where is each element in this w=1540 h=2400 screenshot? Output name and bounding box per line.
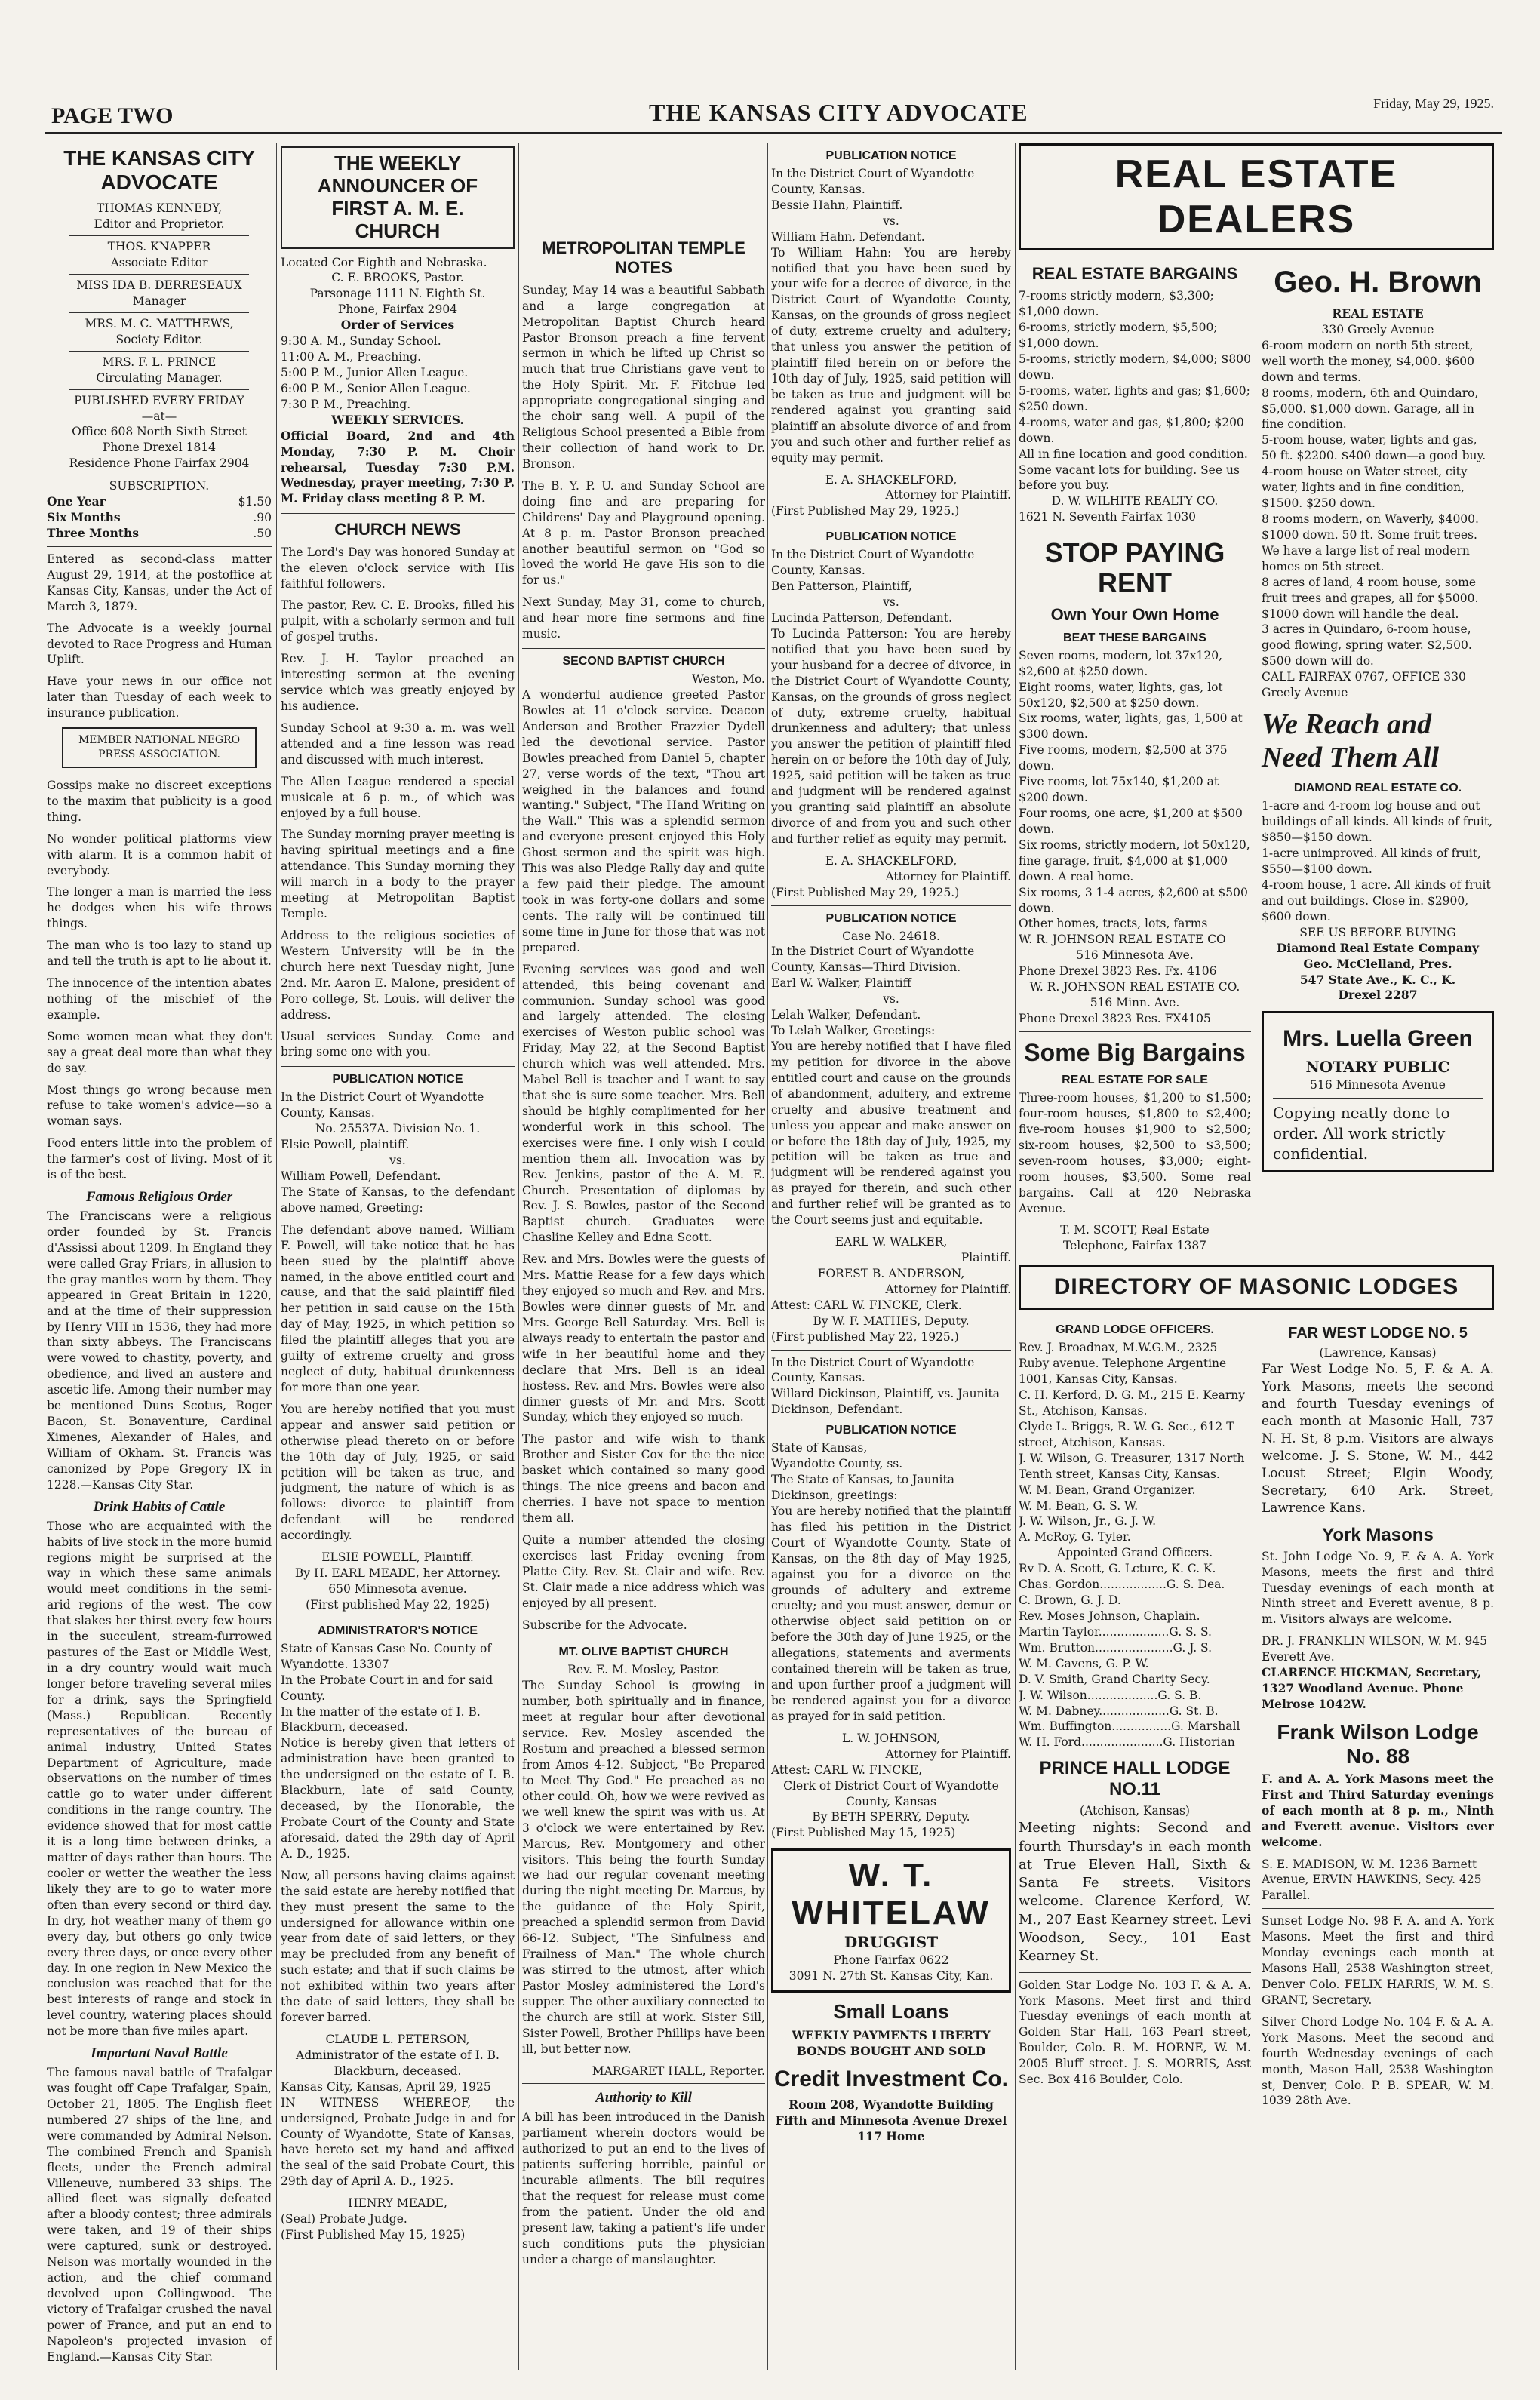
quip: The innocence of the intention abates nothing of the mischief of the example.	[47, 976, 272, 1022]
notice-title: PUBLICATION NOTICE	[332, 1073, 463, 1086]
column-rule	[518, 143, 519, 2370]
notice-line: William Hahn, Defendant.	[771, 229, 925, 244]
column-rule	[276, 143, 277, 2370]
ad-line: 5-room house, water, lights and gas, 50 ft. $2200. $400 down—a good buy.	[1262, 433, 1486, 463]
column-4	[771, 143, 1011, 2370]
lodge-title: PRINCE HALL LODGE NO.11	[1039, 1758, 1231, 1800]
notice-line: Wyandotte County, ss.	[771, 1457, 903, 1471]
notice-line: (First Published May 29, 1925.)	[771, 885, 960, 899]
lodge-left	[1019, 1317, 1251, 2115]
notice-line: By H. EARL MEADE, her Attorney.	[294, 1566, 501, 1581]
entered-notice: Entered as second-class matter August 29, 1914, at the postoffice at Kansas City, Kansas, under the Act of March 3, 1879.	[47, 552, 272, 613]
church-location: Located Cor Eighth and Nebraska.	[281, 255, 487, 269]
ad-subtitle: Own Your Own Home	[1050, 605, 1219, 625]
lodge-line: J. W. Wilson, G. Treasurer, 1317 North Tenth street, Kansas City, Kansas.	[1019, 1451, 1245, 1481]
news-item: Sunday School at 9:30 a. m. was well attended and a fine lesson was read and discussed with much interest.	[281, 721, 515, 767]
member-badge: MEMBER NATIONAL NEGRO PRESS ASSOCIATION.	[62, 727, 257, 768]
article-title: Important Naval Battle	[91, 2045, 228, 2062]
notice-line: vs.	[389, 1154, 406, 1168]
real-estate-grid	[1019, 258, 1494, 1254]
ad-title: Small Loans	[833, 2000, 949, 2024]
notice-line: Attest: CARL W. FINCKE,	[771, 1762, 923, 1777]
lodge-line: C. Brown, G. J. D.	[1019, 1593, 1121, 1608]
ad-line: SEE US BEFORE BUYING	[1299, 925, 1456, 939]
notice-line: CLAUDE L. PETERSON,	[325, 2032, 470, 2046]
lodge-line: Rv D. A. Scott, G. Lcture, K. C. K.	[1019, 1562, 1216, 1576]
notice-line: Attorney for Plaintiff.	[885, 1747, 1011, 1761]
article-body: A bill has been introduced in the Danish parliament wherein doctors would be authorized to put an end to the lives of patients suffering horrible, painful or incurable ailments. The bill requires that the request for release must come from the patient. Under the old and present law, taking a patient's life under such conditions puts the physician under a charge of manslaughter.	[522, 2110, 765, 2266]
article-title: MT. OLIVE BAPTIST CHURCH	[558, 1646, 729, 1659]
article-body: Next Sunday, May 31, come to church, and hear more fine sermons and fine music.	[522, 595, 765, 641]
notice-line: ELSIE POWELL, Plaintiff.	[321, 1550, 474, 1565]
ad-line: W. R. JOHNSON REAL ESTATE CO	[1019, 933, 1226, 947]
lodge-body: Far West Lodge No. 5, F. & A. A. York Masons, meets the second and fourth Tuesday evenings of each month at Masonic Hall, 737 N. H. St, 8 p.m. Visitors are always welcome. J. S. Stone, W. M., 442 Locust Street; Elgin Woody, Secretary, 640 Ark. Street, Lawrence Kans.	[1262, 1362, 1494, 1516]
staff-name: MISS IDA B. DERRESEAUX	[76, 278, 242, 293]
ad-company: D. W. WILHITE REALTY CO.	[1051, 494, 1219, 509]
notice-line: You are hereby notified that you must appear and answer said petition or otherwise plead thereto on or before the 10th day of July, 1925, or said petition will be taken as true, and judgment, the nature of which is as follows: divorce to plaintiff from defendant will be rendered accordingly.	[281, 1402, 515, 1543]
ad-slogan: We Reach and Need Them All	[1262, 708, 1439, 773]
staff-name: THOS. KNAPPER	[107, 240, 211, 254]
notice-title: PUBLICATION NOTICE	[825, 911, 957, 925]
quip: Gossips make no discreet exceptions to the maxim that publicity is a good thing.	[47, 778, 272, 824]
notice-line: You are hereby notified that the plaintiff has filed his petition in the District Court of Wyandotte County, State of Kansas, on the 8th day of May 1925, against you for a divorce on the grounds of adultery and extreme cruelty; and you must answer, demur or otherwise object said petition on or before the 30th day of June 1925, or the allegations, statements and averments contained therein will be taken as true, and upon further proof a judgment will be rendered against you for a divorce as prayed for in said petition.	[771, 1504, 1011, 1723]
staff-list	[47, 201, 272, 494]
ad-line: Phone Drexel 3823 Res. FX4105	[1019, 1012, 1211, 1025]
ad-body: WEEKLY PAYMENTS LIBERTY BONDS BOUGHT AND SOLD	[792, 2028, 991, 2059]
ad-line: 6-rooms, strictly modern, $5,500; $1,000 down.	[1019, 321, 1218, 351]
ad-body: Copying neatly done to order. All work strictly confidential.	[1273, 1104, 1450, 1163]
quip: Food enters little into the problem of the farmer's cost of living. Most of it is of the best.	[47, 1136, 272, 1182]
column-5	[1019, 143, 1494, 2370]
article-title: SECOND BAPTIST CHURCH	[562, 655, 725, 668]
ad-company: T. M. SCOTT, Real Estate	[1060, 1223, 1210, 1237]
ad-line: 5-rooms, water, lights and gas; $1,600; $250 down.	[1019, 383, 1250, 413]
article-body: Rev. and Mrs. Bowles were the guests of Mrs. Mattie Rease for a few days which they enjoyed so much and Rev. and Mrs. Bowles were dinner guests of Mr. and Mrs. George Bell Saturday. Mrs. Bell is always ready to entertain the pastor and wife in her beautiful home and they declare that Mrs. Bell is an ideal hostess. Rev. and Mrs. Bowles were also dinner guests of Mr. and Mrs. Scott Sunday, which they enjoyed so much.	[522, 1252, 765, 1424]
notice-line: In the District Court of Wyandotte County, Kansas.	[771, 548, 975, 578]
article-title: Drink Habits of Cattle	[93, 1498, 226, 1515]
notice-line: Bessie Hahn, Plaintiff.	[771, 198, 903, 212]
notice-line: By W. F. MATHES, Deputy.	[813, 1314, 970, 1328]
lodge-grid	[1019, 1317, 1494, 2115]
notice-line: Attorney for Plaintiff.	[885, 1282, 1011, 1296]
notice-line: L. W. JOHNSON,	[841, 1731, 941, 1745]
ad-role: DRUGGIST	[844, 1933, 939, 1952]
subscription-title: SUBSCRIPTION.	[109, 479, 210, 493]
lodge-body: Sunset Lodge No. 98 F. A. and A. York Masons. Meet the first and third Monday evenings each month at Masons Hall, 2538 Washington street, Denver Colo. FELIX HARRIS, W. M. S. GRANT, Secretary.	[1262, 1914, 1494, 2007]
lodge-body: F. and A. A. York Masons meet the First and Third Saturday evenings of each month at 8 p. m., Ninth and Everett avenue. Visitors ever welcome.	[1262, 1771, 1494, 1849]
notice-line: Plaintiff.	[961, 1251, 1011, 1265]
lodge-line: DR. J. FRANKLIN WILSON, W. M. 945 Everett Ave.	[1262, 1634, 1487, 1664]
news-item: The Allen League rendered a special musicale at 6 p. m., of which was enjoyed by a full house.	[281, 774, 515, 820]
lodge-line: J. W. Wilson, Jr., G. J. W.	[1019, 1514, 1157, 1529]
notice-line: (First published May 22, 1925)	[306, 1597, 490, 1612]
notice-title: PUBLICATION NOTICE	[825, 1424, 957, 1437]
ad-line: 4-room house, 1 acre. All kinds of fruit and out buildings. Close in. $2900, $600 down.	[1262, 878, 1491, 923]
ad-line: Five rooms, modern, $2,500 at 375 down.	[1019, 743, 1228, 773]
quip: The longer a man is married the less he dodges when his wife throws things.	[47, 885, 272, 931]
notice-line: No. 25537A. Division No. 1.	[315, 1122, 481, 1136]
ad-line: 6-room modern on north 5th street, well worth the money, $4,000. $600 down and terms.	[1262, 338, 1475, 384]
column-2	[281, 143, 515, 2370]
ad-title: REAL ESTATE BARGAINS	[1031, 264, 1238, 283]
lodge-right	[1262, 1317, 1494, 2115]
ad-line: 8 rooms, modern, 6th and Quindaro, $5,000. $1,000 down. Garage, all in fine condition.	[1262, 386, 1479, 432]
ad-address: 3091 N. 27th St. Kansas City, Kan.	[788, 1969, 994, 1984]
notice-line: To William Hahn: You are hereby notified that you have been sued by your wife for a decree of divorce, in the District Court of Wyandotte County, Kansas, on the grounds of gross neglect of duty, extreme cruelty and adultery; that unless you answer the petition of plaintiff filed herein on or before the 10th day of July, 1925, said petition will be taken as true and judgment will be rendered against you granting said plaintiff an absolute divorce of and from you and such other and further relief as equity may permit.	[771, 245, 1011, 465]
ad-line: 516 Minnesota Ave.	[1076, 948, 1194, 963]
lodge-title: Frank Wilson Lodge No. 88	[1277, 1719, 1479, 1768]
pastor-name: C. E. BROOKS, Pastor.	[331, 271, 464, 285]
left-ads	[1019, 258, 1251, 1254]
notice-title: PUBLICATION NOTICE	[825, 149, 957, 162]
ad-line: Six rooms, strictly modern, lot 50x120, fine garage, fruit, $4,000 at $1,000 down. A real home.	[1019, 837, 1250, 883]
article-title: METROPOLITAN TEMPLE NOTES	[542, 238, 745, 278]
ad-line: 3 acres in Quindaro, 6-room house, good flowing, spring water. $2,500. $500 down will do.	[1262, 622, 1472, 668]
ad-line: CALL FAIRFAX 0767, OFFICE 330 Greely Avenue	[1262, 670, 1466, 700]
notice-line: Attorney for Plaintiff.	[885, 488, 1011, 502]
ad-address: 1621 N. Seventh Fairfax 1030	[1019, 510, 1197, 524]
notice-line: E. A. SHACKELFORD,	[825, 853, 958, 868]
notice-line: In the matter of the estate of I. B. Blackburn, deceased.	[281, 1704, 481, 1735]
lodge-line: J. W. Wilson...................G. S. B.	[1019, 1688, 1202, 1702]
article-body: The famous naval battle of Trafalgar was fought off Cape Trafalgar, Spain, October 21, 1805. The English fleet numbered 27 ships of the line, and were commanded by Admiral Nelson. The combined French and Spanish fleets, under the French admiral Villeneuve, numbered 33 ships. The allied fleet was signally defeated after a bloody contest; three admirals were taken, and 19 of their ships were captured, sunk or destroyed. Nelson was mortally wounded in the action, and the chief command devolved upon Collingwood. The victory of Trafalgar crushed the naval power of France, and put an end to Napoleon's projected invasion of England.—Kansas City Star.	[47, 2066, 272, 2364]
quip: Some women mean what they don't say a great deal more than what they do say.	[47, 1029, 272, 1075]
notice-line: vs.	[883, 992, 899, 1006]
ad-line: 7-rooms strictly modern, $3,300; $1,000 down.	[1019, 289, 1214, 319]
lodge-line: Rev. Moses Johnson, Chaplain.	[1019, 1609, 1200, 1623]
notice-line: Elsie Powell, plaintiff.	[281, 1138, 410, 1152]
staff-role: Associate Editor	[110, 256, 208, 270]
whitelaw-ad	[771, 1848, 1011, 1993]
column-3	[522, 143, 765, 2370]
notice-line: Clerk of District Court of Wyandotte County, Kansas	[783, 1778, 999, 1808]
lodge-line: A. McRoy, G. Tyler.	[1019, 1530, 1131, 1544]
notice-title: PUBLICATION NOTICE	[825, 530, 957, 544]
article-body: Quite a number attended the closing exercises last Friday evening from Platte City. Rev. St. Clair and wife. Rev. St. Clair made a nice address which was enjoyed by all present.	[522, 1532, 765, 1610]
article-body: Evening services was good and well attended, this being covenant and communion. Sunday school was good and largely attended. The closing exercises of Weston public school was Friday, May 22, at the Second Baptist church which was well attended. Mrs. Mabel Bell is teacher and I want to say that she is sure some teacher. Mrs. Bell should be highly complimented for her wonderful work in this school. The exercises were fine. I only wish I could mention them all. Invocation was by Rev. Jenkins, pastor of the A. M. E. Church. Presentation of diplomas by Rev. J. S. Bowles, pastor of the Second Baptist church. Graduates were Chasline Kelley and Edna Scott.	[522, 962, 765, 1245]
lodge-line: Appointed Grand Officers.	[1056, 1546, 1213, 1560]
column-1	[47, 143, 272, 2370]
lodge-subtitle: (Atchison, Kansas)	[1080, 1804, 1190, 1818]
ad-line: W. R. JOHNSON REAL ESTATE CO.	[1029, 980, 1240, 994]
ad-subtitle: REAL ESTATE	[1332, 306, 1424, 321]
ad-subtitle: NOTARY PUBLIC	[1305, 1058, 1450, 1077]
announcer-title: THE WEEKLY ANNOUNCER OF FIRST A. M. E. CHURCH	[281, 146, 515, 249]
notice-line: Ben Patterson, Plaintiff,	[771, 579, 912, 594]
notice-line: vs.	[883, 214, 899, 228]
lodge-body: Golden Star Lodge No. 103 F. & A. A. York Masons. Meet first and third Tuesday evenings of each month at Golden Star Hall, 163 Pearl street, Boulder, Colo. R. M. HORNE, W. M. 2005 Bluff street. J. S. MORRIS, Asst Sec. Box 416 Boulder, Colo.	[1019, 1977, 1251, 2087]
paper-title: THE KANSAS CITY ADVOCATE	[63, 146, 255, 195]
lodge-line: Wm. Buffington................G. Marshall	[1019, 1719, 1240, 1734]
service-item: 7:30 P. M., Preaching.	[281, 397, 411, 411]
article-body: Subscribe for the Advocate.	[522, 1618, 687, 1632]
quip: Most things go wrong because men refuse to take women's advice—so a woman says.	[47, 1083, 272, 1129]
article-subtitle: Rev. E. M. Mosley, Pastor.	[567, 1663, 720, 1677]
article-body: A wonderful audience greeted Pastor Bowles at 11 o'clock service. Deacon Anderson and Brother Frazzier Dydell led the devotional service. Pastor Bowles preached from Daniel 5, chapter 27, verse words of the text, "Thou art weighed in the balances and found wanting." Subject, "The Hand Writing on the Wall." This was a splendid sermon and everyone present enjoyed this Holy Ghost sermon and the spirit was high. This was also Pledge Rally day and quite a few paid their pledge. The amount took in was forty-one dollars and some cents. The rally will be continued till some time in June for those that was not prepared.	[522, 687, 765, 954]
ad-line: Five rooms, lot 75x140, $1,200 at $200 down.	[1019, 775, 1219, 805]
news-item: The pastor, Rev. C. E. Brooks, filled his pulpit, with a scholarly sermon and full of gospel truths.	[281, 598, 515, 644]
lodge-line: W. M. Bean, Grand Organizer.	[1019, 1483, 1196, 1497]
ad-line: 547 State Ave., K. C., K.	[1299, 972, 1456, 987]
order-of-services: Order of Services	[340, 318, 455, 333]
staff-role: Manager	[132, 293, 186, 308]
notice-line: To Lucinda Patterson: You are hereby notified that you have been sued by your husband for a decree of divorce, in the District Court of Wyandotte County, Kansas, on the grounds of gross neglect of duty, extreme cruelty, habitual drunkenness and adultery; that unless you answer the petition of plaintiff filed herein on or before the 10th day of July, 1925, said petition will be taken as true and judgment will be rendered against you granting said plaintiff an absolute divorce of and from you and such other and further relief as equity may permit.	[771, 626, 1011, 846]
notice-line: The State of Kansas, to the defendant above named, Greeting:	[281, 1185, 515, 1215]
lodge-line: W. M. Bean, G. S. W.	[1019, 1498, 1139, 1513]
ad-line: 5-rooms, strictly modern, $4,000; $800 down.	[1019, 352, 1251, 382]
ad-title: Geo. H. Brown	[1274, 266, 1482, 299]
subscription-row: Six Months .90	[47, 510, 272, 525]
right-ads	[1262, 258, 1494, 1254]
lodge-line: C. H. Kerford, D. G. M., 215 E. Kearny St., Atchison, Kansas.	[1019, 1388, 1246, 1418]
article-body: Those who are acquainted with the habits of live stock in the more humid regions might be surprised at the way in which these same animals would meet conditions in the semi-arid regions of the west. The cow that slakes her thirst every few hours in the succulent, stream-furrowed pastures of the East or Middle West, in a dry country would wait much longer before traveling several miles for a drink, says the Springfield (Mass.) Republican. Recently representatives of the bureau of animal industry, United States Department of Agriculture, made observations on the number of times cattle go to water under different conditions in the range country. The evidence showed that for most cattle it is a long time between drinks, a matter of days rather than hours. The cooler or wetter the weather the less likely they are to go to water more often than every second or third day. In dry, hot weather many of them go every day, but others go only twice every three days, or once every other day. In one region in New Mexico the conclusion was reached that for the best interests of range and stock in level country, watering places should not be more than five miles apart.	[47, 1519, 272, 2039]
church-phone: Phone, Fairfax 2904	[337, 303, 458, 317]
notice-line: IN WITNESS WHEREOF, the undersigned, Probate Judge in and for County of Wyandotte, State of Kansas, have hereto set my hand and affixed the seal of the said Probate Court, this 29th day of April A. D., 1925.	[281, 2095, 515, 2189]
ad-line: Other homes, tracts, lots, farms	[1019, 917, 1208, 931]
real-estate-banner: REAL ESTATE DEALERS	[1019, 143, 1494, 250]
ad-name: W. T. WHITELAW	[792, 1857, 991, 1932]
notice-line: Notice is hereby given that letters of administration have been granted to the undersigned on the estate of I. B. Blackburn, late of said County, deceased, by the Honorable, the Probate Court of the County and State aforesaid, dated the 29th day of April A. D., 1925.	[281, 1736, 515, 1861]
ad-title: Credit Investment Co.	[773, 2067, 1009, 2092]
article-body: The B. Y. P. U. and Sunday School are doing fine and are preparing for Childrens' Day and Playground opening. At 8 p. m. Pastor Bronson preached another beautiful sermon on "God so loved the world He gave His son to die for us."	[522, 478, 765, 588]
article-body: Sunday, May 14 was a beautiful Sabbath and a large congregation at Metropolitan Baptist Church heard Pastor Bronson preach a fine fervent sermon in which he lifted up Christ so much that true Christians gave vent to the Holy Spirit. Mr. F. Fitchue led appropriate congregational singing and the choir sang well. A pupil of the Religious School presented a Bible from their collection of hand work to Dr. Bronson.	[522, 283, 765, 471]
lodge-line: D. V. Smith, Grand Charity Secy.	[1019, 1672, 1210, 1686]
ad-line: Drexel 2287	[1338, 988, 1418, 1003]
notice-line: E. A. SHACKELFORD,	[825, 472, 958, 487]
quip: The man who is too lazy to stand up and tell the truth is apt to lie about it.	[47, 939, 272, 969]
ad-line: 1-acre and 4-room log house and out buildings of all kinds. All kinds of fruit, $850—$150 down.	[1262, 799, 1493, 845]
ad-heading: REAL ESTATE FOR SALE	[1062, 1074, 1208, 1087]
news-deadline: Have your news in our office not later than Tuesday of each week to insurance publication.	[47, 675, 272, 721]
ad-address: Room 208, Wyandotte Building Fifth and Minnesota Avenue Drexel 117 Home	[775, 2097, 1007, 2143]
article-subtitle: Weston, Mo.	[691, 672, 765, 687]
ad-line: Six rooms, water, lights, gas, 1,500 at $300 down.	[1019, 711, 1243, 742]
lodge-line: W. H. Ford......................G. Historian	[1019, 1735, 1235, 1750]
lodge-line: W. M. Cavens, G. P. W.	[1019, 1656, 1149, 1670]
notice-line: (First Published May 15, 1925)	[281, 2228, 466, 2242]
ad-line: 1-acre unimproved. All kinds of fruit, $550—$100 down.	[1262, 847, 1481, 877]
staff-name: THOMAS KENNEDY,	[96, 201, 223, 216]
ad-title: STOP PAYING RENT	[1044, 537, 1225, 598]
staff-role: Editor and Proprietor.	[94, 217, 225, 232]
ad-address: 516 Minnesota Avenue	[1310, 1078, 1446, 1092]
lodge-line: Rev. J. Broadnax, M.W.G.M., 2325 Ruby avenue. Telephone Argentine 1001, Kansas City, Kansas.	[1019, 1341, 1227, 1387]
ad-body: Three-room houses, $1,200 to $1,500; four-room houses, $1,800 to $2,400; five-room houses $1,900 to $2,500; six-room houses, $2,500 to $3,500; seven-room houses, $3,000; eight-room houses, $3,500. Some real bargains. Call at 420 Nebraska Avenue.	[1019, 1091, 1251, 1215]
ad-title: Mrs. Luella Green	[1283, 1026, 1473, 1052]
notice-line: Lucinda Patterson, Defendant.	[771, 610, 952, 625]
notice-line: (First Published May 15, 1925)	[771, 1826, 956, 1840]
notice-line: State of Kansas Case No. County of Wyandotte. 13307	[281, 1641, 492, 1671]
parsonage: Parsonage 1111 N. Eighth St.	[309, 287, 486, 301]
notice-line: In the District Court of Wyandotte County, Kansas.	[771, 167, 975, 196]
article-signature: MARGARET HALL, Reporter.	[592, 2064, 765, 2078]
article-title: Authority to Kill	[595, 2090, 692, 2107]
staff-role: Society Editor.	[115, 332, 203, 346]
notice-line: (Seal) Probate Judge.	[281, 2212, 407, 2226]
ad-line: 516 Minn. Ave.	[1090, 996, 1180, 1010]
lodge-heading: GRAND LODGE OFFICERS.	[1056, 1323, 1214, 1337]
ad-line: 4-rooms, water and gas, $1,800; $200 down.	[1019, 415, 1244, 445]
notice-line: In the Probate Court in and for said County.	[281, 1673, 493, 1703]
subscription-row: One Year $1.50	[47, 494, 272, 509]
notice-line: State of Kansas,	[771, 1441, 868, 1455]
notice-line: By BETH SPERRY, Deputy.	[812, 1810, 970, 1824]
news-item: The Lord's Day was honored Sunday at the eleven o'clock service with His faithful followers.	[281, 545, 515, 591]
ad-line: Six rooms, 3 1-4 acres, $2,600 at $500 down.	[1019, 885, 1248, 915]
ad-phone: Telephone, Fairfax 1387	[1062, 1239, 1207, 1253]
notice-line: (First Published May 29, 1925.)	[771, 504, 960, 518]
service-item: 9:30 A. M., Sunday School.	[281, 334, 441, 349]
notice-line: Attorney for Plaintiff.	[885, 869, 1011, 883]
page-number: PAGE TWO	[51, 103, 174, 128]
lodge-line: Chas. Gordon..................G. S. Dea.	[1019, 1578, 1225, 1592]
article-body: The Franciscans were a religious order founded by St. Francis d'Assissi about 1209. In England they were called Gray Friars, in allusion to the gray mantles worn by them. They appeared in Great Britain in 1220, and at the time of their suppression by Henry VIII in 1536, they had more than sixty abbeys. The Franciscans were vowed to chastity, poverty, and obedience, and lived an austere and ascetic life. Among their number may be mentioned Duns Scotus, Roger Bacon, St. Bonaventure, Cardinal Ximenes, Alexander of Hales, and William of Okham. St. Francis was canonized by Pope Gregory IX in 1228.—Kansas City Star.	[47, 1209, 272, 1492]
news-item: Usual services Sunday. Come and bring some one with you.	[281, 1029, 515, 1059]
ad-title: Some Big Bargains	[1024, 1038, 1246, 1066]
quip: No wonder political platforms view with alarm. It is a common habit of everybody.	[47, 831, 272, 877]
lodge-title: York Masons	[1322, 1524, 1434, 1545]
staff-name: MRS. M. C. MATTHEWS,	[85, 316, 234, 330]
notice-line: 650 Minnesota avenue.	[328, 1582, 467, 1596]
notice-line: The State of Kansas, to Jaunita Dickinson, greetings:	[771, 1473, 954, 1502]
residence-phone: Residence Phone Fairfax 2904	[69, 456, 250, 471]
masthead	[45, 87, 1502, 134]
notice-line: Lelah Walker, Defendant.	[771, 1008, 921, 1022]
ad-line: Seven rooms, modern, lot 37x120, $2,600 at $250 down.	[1019, 648, 1223, 678]
ad-phone: Phone Fairfax 0622	[833, 1953, 949, 1968]
service-item: 6:00 P. M., Senior Allen League.	[281, 381, 471, 395]
notice-line: Now, all persons having claims against the said estate are hereby notified that they must present the same to the undersigned for allowance within one year from date of said letters, or they may be precluded from any benefit of such estate; and that if such claims be not exhibited within two years after the date of said letters, they shall be forever barred.	[281, 1868, 515, 2025]
ad-line: 8 rooms modern, on Waverly, $4000. $1000 down. 50 ft. Some fruit trees. We have a large list of real modern homes on 5th street.	[1262, 512, 1479, 573]
lodge-subtitle: (Lawrence, Kansas)	[1319, 1346, 1437, 1360]
weekly-services: Official Board, 2nd and 4th Monday, 7:30 P. M. Choir rehearsal, Tuesday 7:30 P.M. Wednesday, prayer meeting, 7:30 P. M. Friday class meeting 8 P. M.	[281, 428, 515, 506]
ad-line: 8 acres of land, 4 room house, some fruit trees and grapes, all for $5000. $1000 down will handle the deal.	[1262, 575, 1479, 621]
notice-line: You are hereby notified that I have filed my petition for divorce in the above entitled court and cause on the grounds of abandonment, adultery, and extreme cruelty and abusive treatment and unless you appear and make answer on or before the 18th day of July, 1925, my petition will be taken as true and judgment will be rendered against you as prayed for therein, and such other and further relief will be granted as to the Court seems just and equitable.	[771, 1040, 1011, 1228]
notice-line: The defendant above named, William F. Powell, will take notice that he has been sued by the plaintiff above named, in the above entitled court and cause, and that the said plaintiff filed her petition in said cause on the 15th day of May, 1925, in which petition so filed the plaintiff alleges that you are guilty of extreme cruelty and gross neglect of duty, habitual drunkenness for more than one year.	[281, 1222, 515, 1394]
notice-line: To Lelah Walker, Greetings:	[771, 1024, 936, 1038]
notice-line: HENRY MEADE,	[348, 2196, 447, 2211]
lodge-title: FAR WEST LODGE NO. 5	[1288, 1325, 1468, 1342]
column-rule	[767, 143, 768, 2370]
notice-line: Kansas City, Kansas, April 29, 1925	[281, 2079, 491, 2094]
issue-date: Friday, May 29, 1925.	[1373, 96, 1494, 111]
column-rule	[1015, 143, 1016, 2370]
notice-title: ADMINISTRATOR'S NOTICE	[317, 1624, 478, 1637]
lodge-line: CLARENCE HICKMAN, Secretary, 1327 Woodland Avenue. Phone Melrose 1042W.	[1262, 1665, 1482, 1711]
notice-line: vs.	[883, 595, 899, 610]
ad-line: 4-room house on Water street, city water, lights and in fine condition, $1500. $250 down.	[1262, 465, 1468, 511]
office-phone: Phone Drexel 1814	[102, 441, 217, 455]
news-item: Address to the religious societies of Western University will be in the church here next Tuesday night, June 2nd. Mr. Aaron E. Malone, president of Poro college, St. Louis, will deliver the address.	[281, 928, 515, 1022]
ad-heading: DIAMOND REAL ESTATE CO.	[1293, 782, 1462, 795]
notice-line: (First published May 22, 1925.)	[771, 1329, 959, 1344]
notice-line: In the District Court of Wyandotte County, Kansas.	[771, 1355, 975, 1385]
lodge-body: Meeting nights: Second and fourth Thursday's in each month at True Eleven Hall, Sixth & Santa Fe streets. Visitors welcome. Clarence Kerford, W. M., 207 East Kearney street. Levi Woodson, Secy., 101 East Kearney St.	[1019, 1820, 1251, 1965]
devoted-notice: The Advocate is a weekly journal devoted to Race Progress and Human Uplift.	[47, 621, 272, 667]
lodge-body: Silver Chord Lodge No. 104 F. & A. A. York Masons. Meet the second and fourth Wednesday evenings of each month, Mason Hall, 2538 Washington st, Denver, Colo. P. B. SPEAR, W. M. 1039 28th Ave.	[1262, 2014, 1494, 2108]
notice-line: Case No. 24618.	[842, 929, 940, 943]
notice-line: In the District Court of Wyandotte County, Kansas—Third Division.	[771, 945, 975, 975]
ad-line: Phone Drexel 3823 Res. Fx. 4106	[1019, 964, 1217, 979]
lodge-line: W. M. Dabney...................G. St. B.	[1019, 1704, 1219, 1718]
notice-line: FOREST B. ANDERSON,	[817, 1266, 965, 1280]
ad-line: Diamond Real Estate Company	[1276, 940, 1480, 955]
lodge-line: Clyde L. Briggs, R. W. G. Sec., 612 T street, Atchison, Kansas.	[1019, 1419, 1234, 1449]
ad-line: Four rooms, one acre, $1,200 at $500 down.	[1019, 807, 1243, 836]
notice-line: Willard Dickinson, Plaintiff, vs. Jaunita Dickinson, Defendant.	[771, 1387, 1001, 1417]
staff-role: Circulating Manager.	[96, 370, 223, 385]
article-body: The Sunday School is growing in number, both spiritually and in finance, meet at regular hour after devotional service. Rev. Mosley ascended the Rostum and preached a blessed sermon from Amos 4-12. Subject, "Be Prepared to Meet Thy God." He preached as no other could. Oh, how we were revived as we well knew the spirit was with us. At 3 o'clock we were entertained by Rev. Marcus, Rev. Montgomery and other visitors. This being the fourth Sunday we had our regular covenant meeting during the night meeting Dr. Marcus, by the guidance of the Holy Spirit, preached a splendid sermon from David 66-12. Subject, "The Sinfulness and Frailness of Man." The whole church was stirred to the utmost, after which Pastor Mosley administered the Lord's supper. The other auxiliary connected to the church are still at work. Sister Sill, Sister Powell, Brother Phillips have been ill, but better now.	[522, 1679, 765, 2056]
ad-heading: BEAT THESE BARGAINS	[1063, 631, 1206, 644]
church-news-title: CHURCH NEWS	[334, 520, 461, 539]
lodge-line: Martin Taylor...................G. S. S.	[1019, 1624, 1212, 1639]
published-line: PUBLISHED EVERY FRIDAY	[74, 393, 244, 407]
news-item: The Sunday morning prayer meeting is having spiritual meetings and a fine attendance. This Sunday morning they will march in a body to the prayer meeting at Metropolitan Baptist Temple.	[281, 828, 515, 921]
notice-line: In the District Court of Wyandotte County, Kansas.	[281, 1090, 484, 1120]
directory-title: DIRECTORY OF MASONIC LODGES	[1019, 1265, 1494, 1310]
ad-line: Geo. McClelland, Pres.	[1303, 956, 1452, 971]
subscription-row: Three Months .50	[47, 525, 272, 540]
service-item: 11:00 A. M., Preaching.	[281, 350, 421, 364]
article-body: The pastor and wife wish to thank Brother and Sister Cox for the the nice basket which contained so many good things. The nice greens and bacon and cherries. I have not space to mention them all.	[522, 1432, 765, 1525]
notary-ad	[1262, 1011, 1494, 1172]
lodge-line: Wm. Brutton.....................G. J. S.	[1019, 1640, 1213, 1655]
service-item: 5:00 P. M., Junior Allen League.	[281, 366, 469, 380]
notice-line: EARL W. WALKER,	[835, 1235, 948, 1249]
ad-line: All in fine location and good condition. Some vacant lots for building. See us before you buy.	[1019, 447, 1248, 493]
staff-name: MRS. F. L. PRINCE	[102, 355, 217, 369]
news-item: Rev. J. H. Taylor preached an interesting sermon at the evening service which was greatly enjoyed by his audience.	[281, 652, 515, 713]
notice-line: William Powell, Defendant.	[281, 1169, 441, 1183]
article-title: Famous Religious Order	[85, 1189, 233, 1206]
notice-line: Administrator of the estate of I. B. Blackburn, deceased.	[296, 2048, 500, 2078]
notice-line: Earl W. Walker, Plaintiff	[771, 976, 911, 991]
lodge-body: St. John Lodge No. 9, F. & A. A. York Masons, meets the first and third Tuesday evenings of each month at Ninth street and Everett avenue, 8 p. m. Visitors always are welcome.	[1262, 1549, 1494, 1627]
office-address: Office 608 North Sixth Street	[72, 425, 247, 439]
ad-line: Eight rooms, water, lights, gas, lot 50x120, $2,500 at $250 down.	[1019, 680, 1223, 710]
ad-address: 330 Greely Avenue	[1321, 322, 1434, 336]
at-line: —at—	[141, 409, 177, 423]
paper-name: THE KANSAS CITY ADVOCATE	[649, 99, 1028, 126]
notice-line: Attest: CARL W. FINCKE, Clerk.	[771, 1298, 962, 1312]
weekly-services-title: WEEKLY SERVICES.	[331, 412, 464, 427]
lodge-line: S. E. MADISON, W. M. 1236 Barnett Avenue, ERVIN HAWKINS, Secy. 425 Parallel.	[1262, 1857, 1482, 1903]
